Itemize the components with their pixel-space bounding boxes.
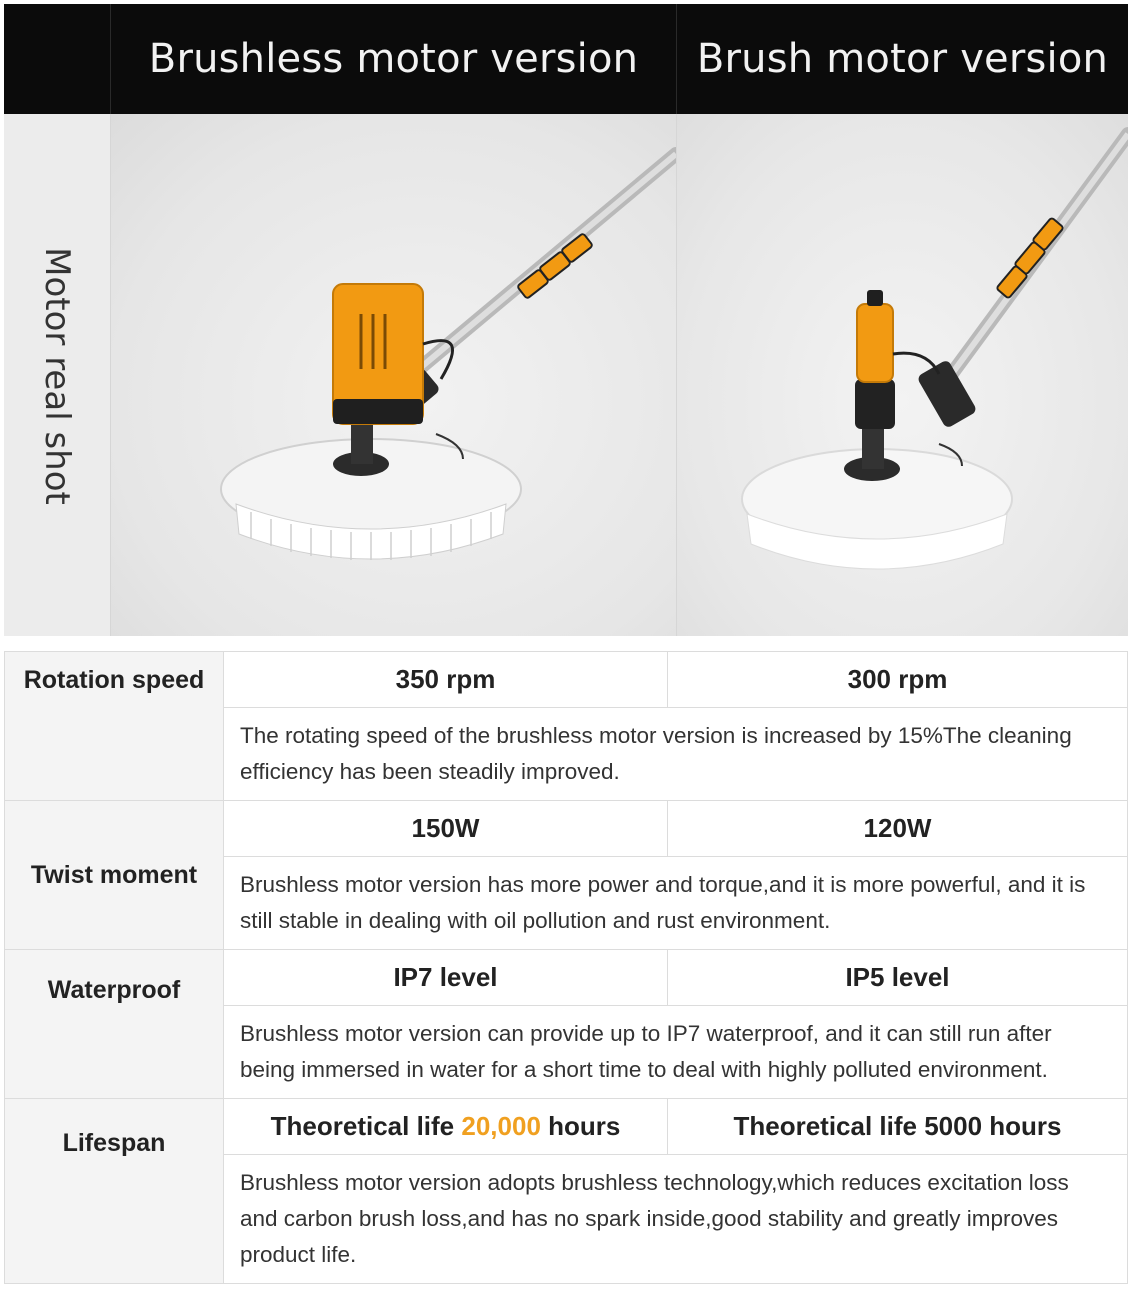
spec-comparison-table [4, 651, 1128, 1284]
waterproof-label: Waterproof [5, 950, 224, 1099]
brushless-motor-photo [111, 114, 677, 636]
rotation-speed-description: The rotating speed of the brushless motor version is increased by 15%The cleaning efficiency has been steadily improved. [224, 708, 1128, 801]
rotation-speed-label: Rotation speed [5, 652, 224, 801]
brush-rotation-speed: 300 rpm [668, 652, 1128, 708]
brush-waterproof: IP5 level [668, 950, 1128, 1006]
lifespan-description: Brushless motor version adopts brushless technology,which reduces excitation loss and carbon brush loss,and has no spark inside,good stability and greatly improves product life. [224, 1155, 1128, 1284]
brushless-lifespan-suffix: hours [540, 1111, 621, 1141]
brush-motor-photo [677, 114, 1128, 636]
brush-version-title: Brush motor version [696, 36, 1109, 82]
comparison-header [4, 4, 1128, 114]
motor-photo-row [4, 114, 1128, 636]
photo-row-label-cell [4, 114, 111, 636]
brushless-rotation-speed: 350 rpm [224, 652, 668, 708]
brushless-cleaning-brush-illustration [111, 114, 676, 636]
header-corner [4, 4, 111, 114]
brushless-lifespan [224, 1099, 668, 1155]
lifespan-label: Lifespan [5, 1099, 224, 1284]
brush-cleaning-brush-illustration [677, 114, 1128, 636]
brushless-lifespan-prefix: Theoretical life [270, 1111, 462, 1141]
photo-row-label: Motor real shot [37, 247, 77, 505]
table-row [5, 801, 1128, 857]
brushless-waterproof: IP7 level [224, 950, 668, 1006]
table-row [5, 652, 1128, 708]
twist-moment-description: Brushless motor version has more power and torque,and it is more powerful, and it is still stable in dealing with oil pollution and rust environment. [224, 857, 1128, 950]
table-row [5, 950, 1128, 1006]
twist-moment-label: Twist moment [5, 801, 224, 950]
table-row [5, 1099, 1128, 1155]
brush-twist-moment: 120W [668, 801, 1128, 857]
brushless-version-title: Brushless motor version [111, 4, 677, 114]
brushless-lifespan-hours-highlight: 20,000 [461, 1111, 541, 1141]
brushless-twist-moment: 150W [224, 801, 668, 857]
waterproof-description: Brushless motor version can provide up to IP7 waterproof, and it can still run after being immersed in water for a short time to deal with highly polluted environment. [224, 1006, 1128, 1099]
brush-lifespan: Theoretical life 5000 hours [668, 1099, 1128, 1155]
